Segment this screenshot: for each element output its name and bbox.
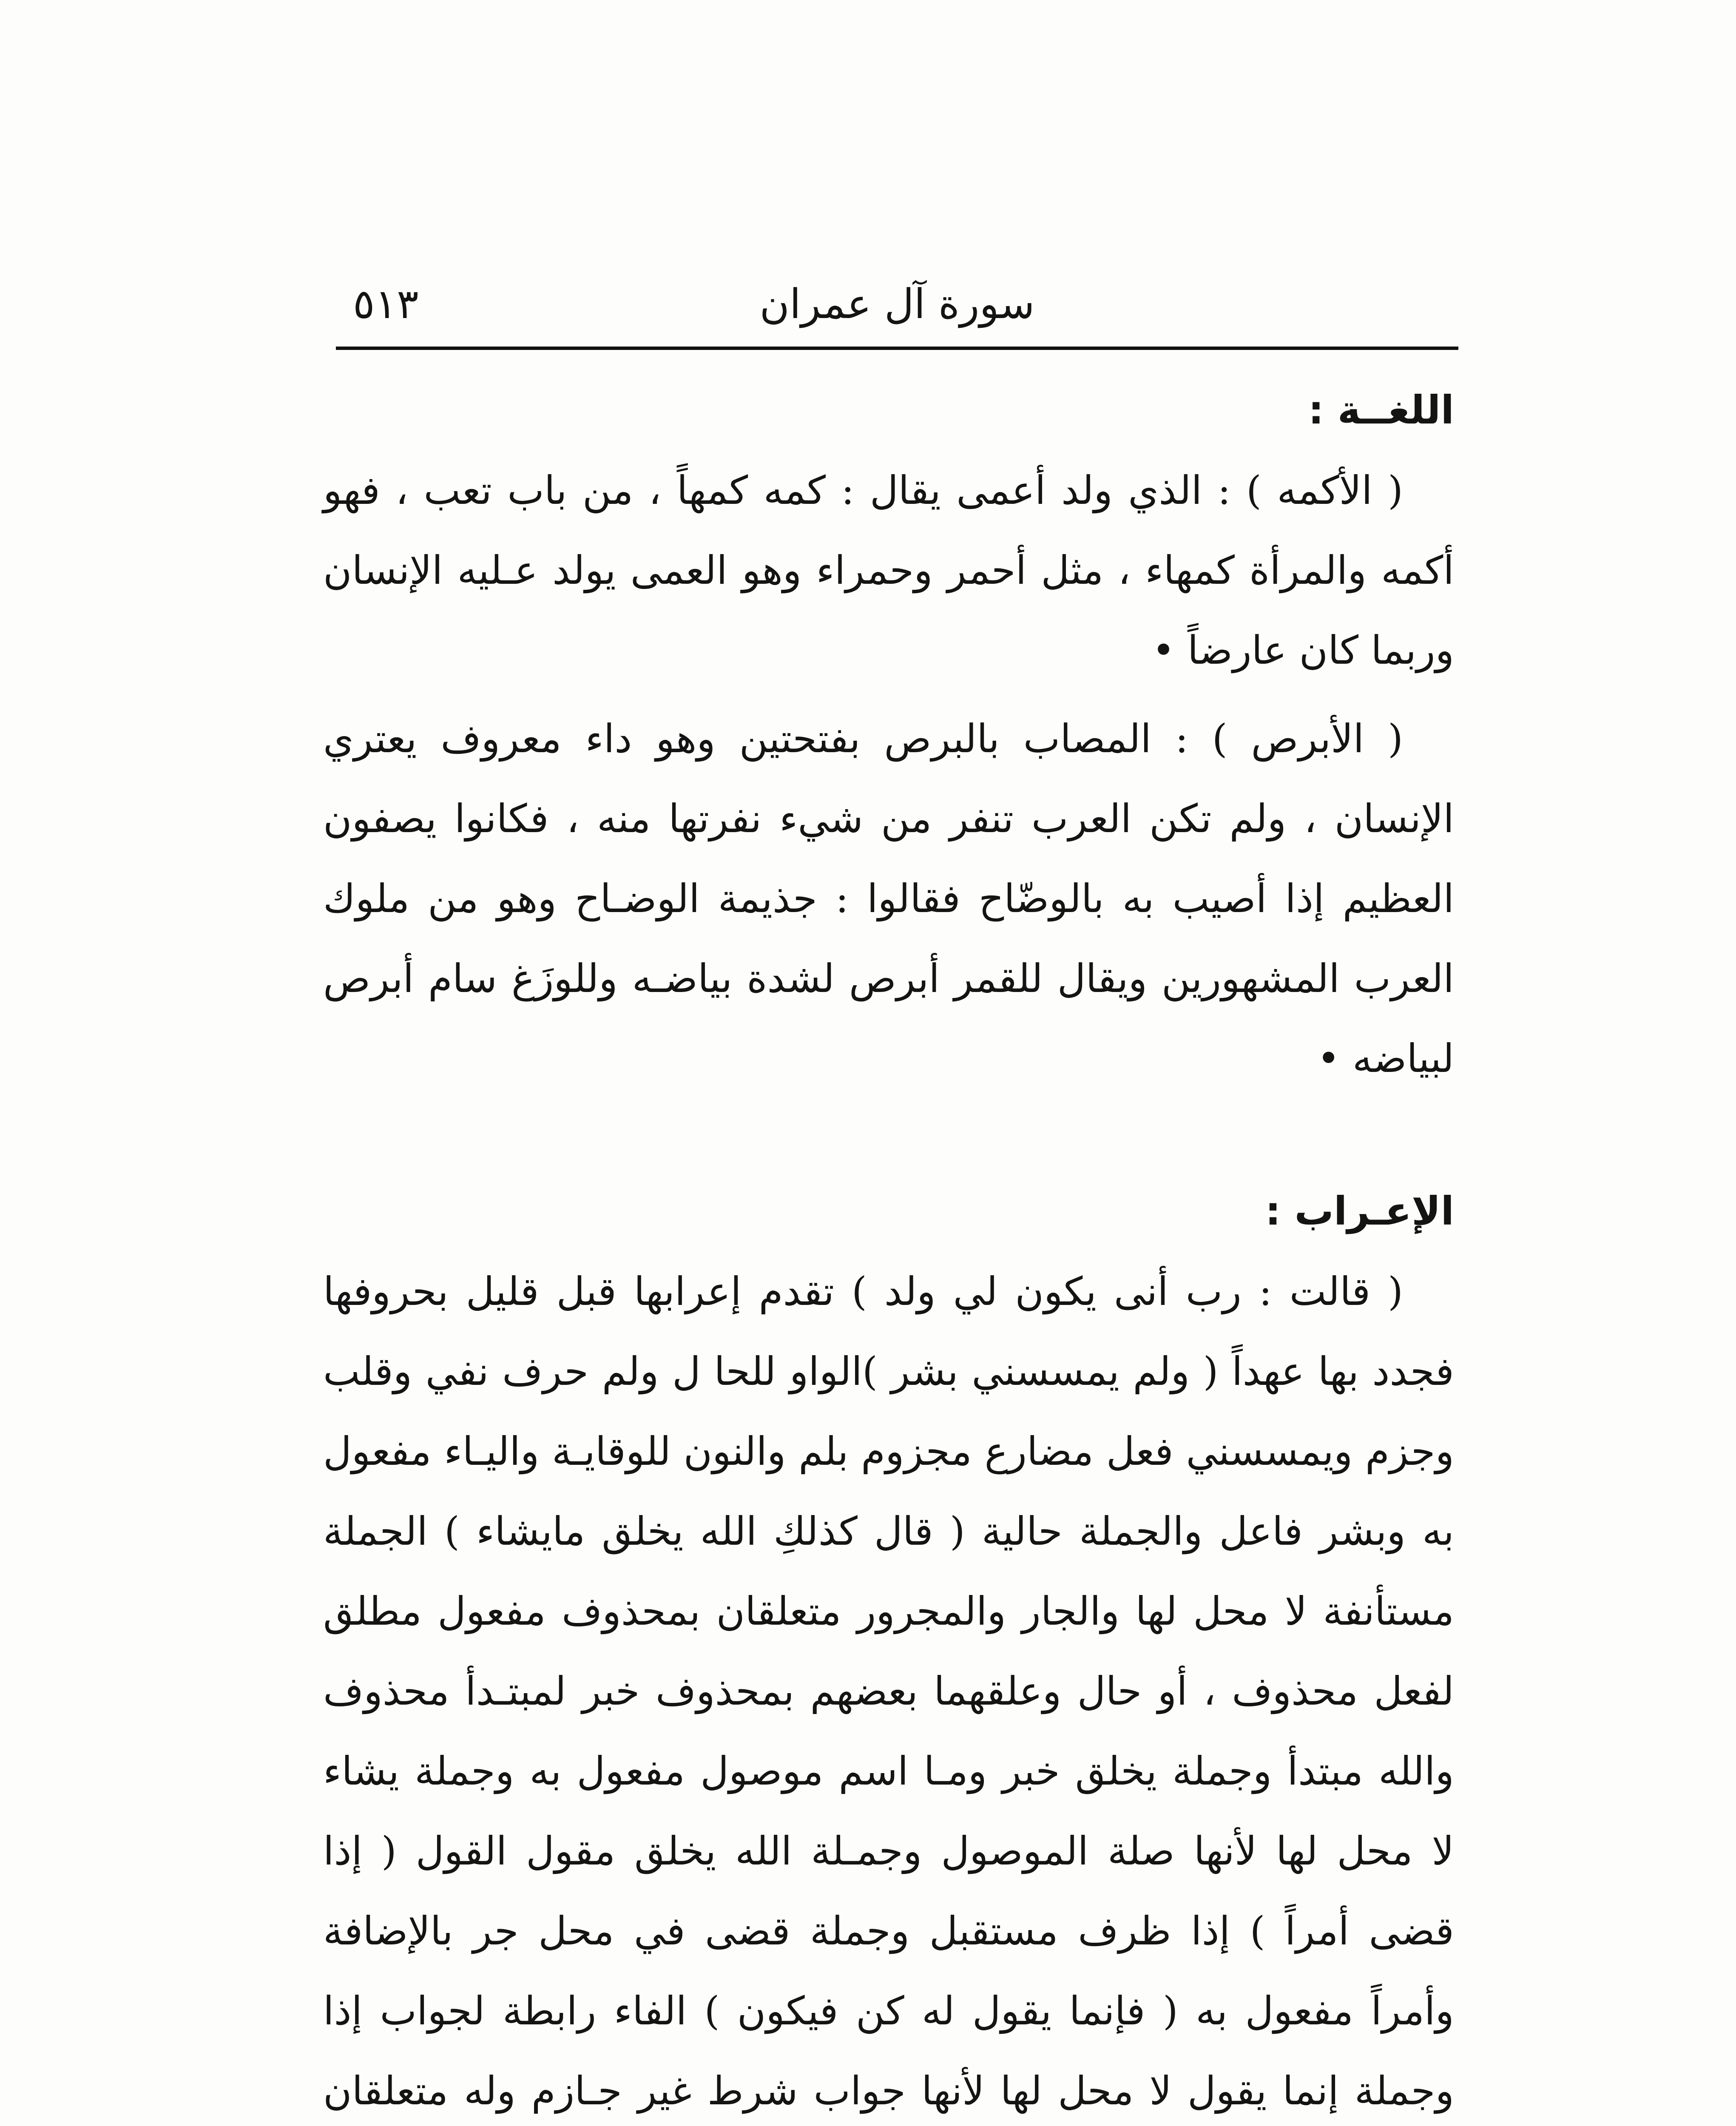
running-title: سورة آل عمران — [759, 280, 1035, 328]
section-spacer — [323, 1107, 1454, 1171]
page-number: ٥١٣ — [353, 280, 419, 328]
section-heading-parsing: الإعـراب : — [1265, 1188, 1454, 1234]
page-header — [336, 272, 1458, 336]
paragraph-abras: ( الأبرص ) : المصاب بالبرص بفتحتين وهو داء معروف يعتري الإنسان ، ولم تكن العرب تنفر من شيء نفرتها منه ، فكانوا يصفون العظيم إذا أصيب به بالوضّاح فقالوا : جذيمة الوضـاح وهو من ملوك العرب المشهورين ويقال للقمر أبرص لشدة بياضـه وللوزَغ سام أبرص لبياضه • — [323, 716, 1454, 1081]
section-heading-language: اللغــة : — [1308, 387, 1454, 433]
header-rule — [336, 347, 1458, 350]
page-body — [323, 370, 1454, 2126]
paragraph-akmah: ( الأكمه ) : الذي ولد أعمى يقال : كمه كمهاً ، من باب تعب ، فهو أكمه والمرأة كمهاء ، مثل أحمر وحمراء وهو العمى يولد عـليه الإنسان وربما كان عارضاً • — [323, 468, 1454, 673]
paragraph-parsing: ( قالت : رب أنى يكون لي ولد ) تقدم إعرابها قبل قليل بحروفها فجدد بها عهداً ( ولم يمسسني بشر )الواو للحا ل ولم حرف نفي وقلب وجزم ويمسسني فعل مضارع مجزوم بلم والنون للوقايـة واليـاء مفعول به وبشر فاعل والجملة حالية ( قال كذلكِ الله يخلق مايشاء ) الجملة مستأنفة لا محل لها والجار والمجرور متعلقان بمحذوف مفعول مطلق لفعل محذوف ، أو حال وعلقهما بعضهم بمحذوف خبر لمبتـدأ محذوف والله مبتدأ وجملة يخلق خبر ومـا اسم موصول مفعول به وجملة يشاء لا محل لها لأنها صلة الموصول وجمـلة الله يخلق مقول القول ( إذا قضى أمراً ) إذا ظرف مستقبل وجملة قضى في محل جر بالإضافة وأمراً مفعول به ( فإنما يقول له كن فيكون ) الفاء رابطة لجواب إذا وجملة إنما يقول لا محل لها لأنها جواب شرط غير جـازم وله متعلقان — [323, 1269, 1454, 2114]
